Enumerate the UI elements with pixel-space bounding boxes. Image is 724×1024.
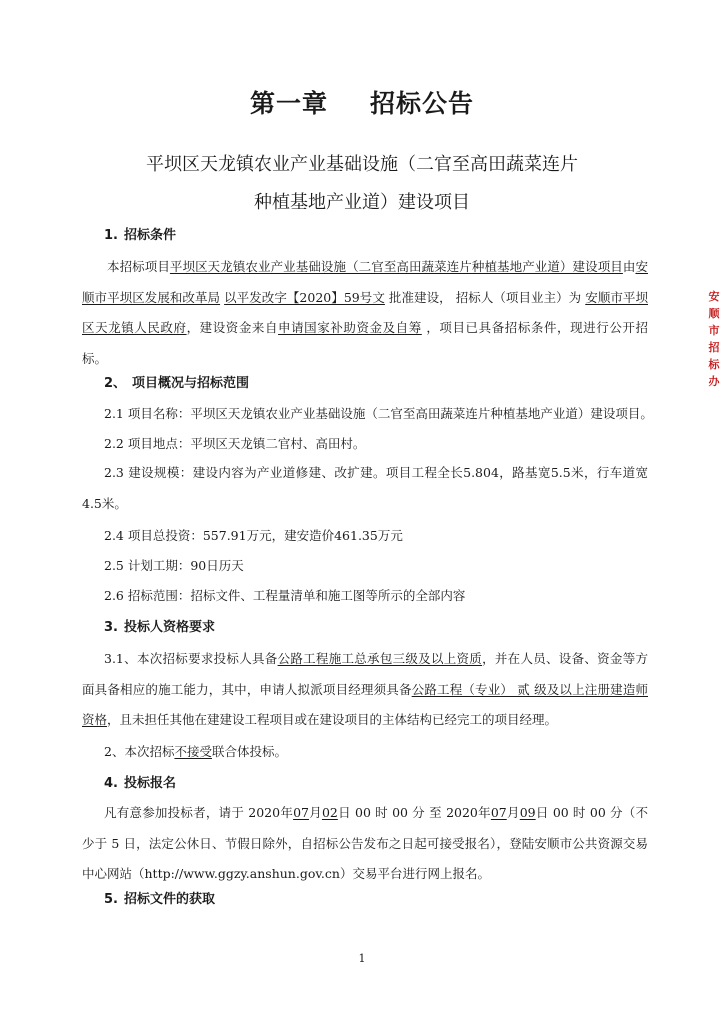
chapter-title: 招标公告 bbox=[370, 89, 475, 118]
no-consortium-underlined: 不接受 bbox=[174, 744, 212, 759]
owner-underlined: 安顺市平坝区天龙镇人民政府 bbox=[82, 289, 648, 335]
item-2-5: 2.5 计划工期：90日历天 bbox=[104, 558, 244, 573]
section-5-title: 招标文件的获取 bbox=[123, 892, 215, 907]
section-1-paragraph bbox=[82, 252, 648, 374]
section-2-number: 2、 bbox=[104, 376, 127, 391]
section-3-number: 3. bbox=[104, 620, 118, 635]
approver-underlined: 安顺市平坝区发展和改革局 bbox=[82, 259, 648, 305]
section-3-heading bbox=[104, 616, 215, 635]
chapter-heading bbox=[0, 84, 724, 120]
section-4-heading bbox=[104, 772, 176, 791]
project-title-line-2: 种植基地产业道）建设项目 bbox=[254, 192, 470, 213]
doc-number-underlined: 以平发改字【2020】59号文 bbox=[224, 289, 385, 305]
section-4-title: 投标报名 bbox=[123, 776, 176, 791]
text: 本招标项目 bbox=[107, 259, 170, 274]
text: 2、本次招标 bbox=[104, 744, 175, 759]
section-3-paragraph-1 bbox=[82, 644, 648, 736]
section-5-number: 5. bbox=[104, 892, 118, 907]
section-2-heading bbox=[104, 372, 249, 391]
qualification-underlined: 公路工程施工总承包三级及以上资质 bbox=[277, 651, 483, 666]
text: 月 bbox=[308, 805, 322, 820]
text: ，项目已具备招标条件，现进行公开招标。 bbox=[82, 320, 648, 366]
certificate-underlined: 公路工程（专业） 贰 级及以上注册建造师资格 bbox=[82, 681, 648, 727]
text: 由 bbox=[622, 259, 636, 274]
item-2-4: 2.4 项目总投资：557.91万元，建安造价461.35万元 bbox=[104, 528, 403, 543]
text: 日 00 时 00 分（不少于 5 日，法定公休日、节假日除外，自招标公告发布之日起可接受报名），登陆安顺市公共资源交易中心网站（http://www.ggzy.anshun.gov.cn）交易平台进行网上报名。 bbox=[82, 805, 648, 881]
section-5-heading bbox=[104, 888, 215, 907]
section-4-paragraph bbox=[82, 798, 648, 890]
text: 3.1、本次招标要求投标人具备 bbox=[104, 651, 278, 666]
item-2-2: 2.2 项目地点：平坝区天龙镇二官村、高田村。 bbox=[104, 436, 366, 451]
section-3-title: 投标人资格要求 bbox=[123, 620, 215, 635]
chapter-number: 第一章 bbox=[249, 89, 328, 118]
section-1-number: 1. bbox=[104, 228, 118, 243]
item-2-1: 2.1 项目名称：平坝区天龙镇农业产业基础设施（二官至高田蔬菜连片种植基地产业道）建设项目。 bbox=[104, 406, 653, 421]
item-2-6: 2.6 招标范围：招标文件、工程量清单和施工图等所示的全部内容 bbox=[104, 588, 466, 603]
text: 凡有意参加投标者，请于 2020年 bbox=[104, 805, 294, 820]
text: ，且未担任其他在建建设工程项目或在建设项目的主体结构已经完工的项目经理。 bbox=[107, 712, 558, 727]
section-3-paragraph-2 bbox=[104, 742, 287, 760]
section-2-title: 项目概况与招标范围 bbox=[132, 376, 250, 391]
text: ，建设资金来自 bbox=[186, 320, 279, 335]
start-day: 02 bbox=[321, 805, 338, 820]
item-2-3: 2.3 建设规模：建设内容为产业道修建、改扩建。项目工程全长5.804，路基宽5.5米，行车道宽4.5米。 bbox=[82, 465, 648, 511]
text: ，并在人员、设备、资金等方面具备相应的施工能力，其中，申请人拟派项目经理须具备 bbox=[82, 651, 648, 697]
start-month: 07 bbox=[293, 805, 309, 820]
text: 联合体投标。 bbox=[211, 744, 287, 759]
project-title-line-1: 平坝区天龙镇农业产业基础设施（二官至高田蔬菜连片 bbox=[146, 154, 578, 175]
side-stamp-mark: 安顺市招标办 bbox=[708, 290, 720, 388]
end-month: 07 bbox=[490, 805, 507, 820]
text: 日 00 时 00 分 至 2020年 bbox=[337, 805, 491, 820]
section-1-heading bbox=[104, 224, 176, 243]
section-4-number: 4. bbox=[104, 776, 118, 791]
end-day: 09 bbox=[519, 805, 536, 820]
funds-underlined: 申请国家补助资金及自筹 bbox=[278, 320, 422, 335]
page-number: 1 bbox=[358, 952, 366, 965]
section-1-title: 招标条件 bbox=[123, 228, 176, 243]
text: 批准建设， 招标人（项目业主）为 bbox=[384, 289, 586, 305]
text: 月 bbox=[506, 805, 520, 820]
project-name-underlined: 平坝区天龙镇农业产业基础设施（二官至高田蔬菜连片种植基地产业道）建设项目 bbox=[169, 259, 623, 274]
